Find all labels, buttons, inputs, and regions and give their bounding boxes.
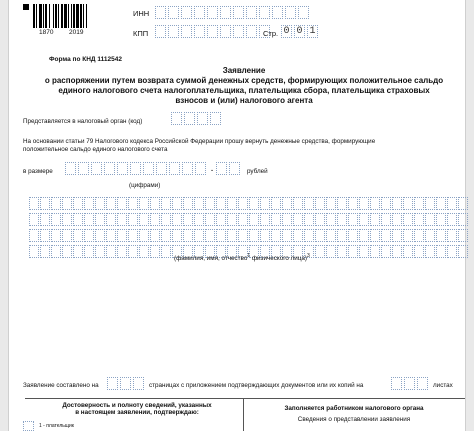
page-number-field	[281, 25, 318, 38]
cell	[271, 197, 281, 210]
footnote-1: 1	[247, 253, 251, 259]
tax-authority-code-field[interactable]	[171, 112, 221, 125]
cell	[130, 162, 141, 175]
cell	[436, 213, 446, 226]
cell	[207, 25, 218, 38]
cell	[128, 245, 138, 258]
cell	[403, 229, 413, 242]
cell	[95, 229, 105, 242]
cell	[194, 197, 204, 210]
cell	[293, 229, 303, 242]
cell	[95, 197, 105, 210]
sheets-label: листах	[433, 382, 453, 389]
cell	[359, 213, 369, 226]
cell	[156, 162, 167, 175]
cell	[128, 213, 138, 226]
cell	[370, 213, 380, 226]
cell	[181, 25, 192, 38]
cell	[233, 25, 244, 38]
cell	[183, 213, 193, 226]
cell	[216, 213, 226, 226]
cell	[298, 6, 309, 19]
cell	[143, 162, 154, 175]
cell	[315, 245, 325, 258]
cell	[249, 197, 259, 210]
cell	[425, 197, 435, 210]
page-digit: 0	[294, 25, 305, 38]
confirmation-line: Достоверность и полноту сведений, указанных	[62, 402, 212, 409]
cell	[403, 213, 413, 226]
cell	[216, 197, 226, 210]
cell	[51, 229, 61, 242]
basis-text-line: На основании статьи 79 Налогового кодекса Российской Федерации прошу вернуть денежные средства, формирующие	[23, 138, 376, 145]
cell	[216, 162, 227, 175]
cell	[168, 6, 179, 19]
cell	[304, 197, 314, 210]
pages-label: Заявление составлено на	[23, 382, 99, 389]
page-digit: 0	[281, 25, 292, 38]
cell	[447, 213, 457, 226]
cell	[133, 377, 144, 390]
cell	[414, 213, 424, 226]
cell	[304, 229, 314, 242]
cell	[447, 197, 457, 210]
barcode	[33, 4, 109, 28]
kpp-field[interactable]	[155, 25, 270, 38]
cell	[161, 197, 171, 210]
cell	[128, 229, 138, 242]
cell	[216, 229, 226, 242]
cell	[95, 213, 105, 226]
cell	[104, 162, 115, 175]
cell	[271, 229, 281, 242]
cell	[391, 377, 402, 390]
cell	[51, 213, 61, 226]
cell	[326, 229, 336, 242]
cell	[161, 213, 171, 226]
cell	[194, 25, 205, 38]
cell	[282, 197, 292, 210]
cell	[436, 229, 446, 242]
cell	[326, 245, 336, 258]
cell	[337, 245, 347, 258]
cell	[326, 213, 336, 226]
cell	[293, 197, 303, 210]
cell	[183, 197, 193, 210]
cell	[62, 229, 72, 242]
cell	[238, 213, 248, 226]
cell	[282, 213, 292, 226]
cell	[73, 245, 83, 258]
fio-row	[29, 229, 468, 242]
amount-decimal-point: .	[211, 164, 214, 173]
payer-type-field[interactable]	[23, 421, 34, 431]
cell	[271, 213, 281, 226]
title-line: взносов и (или) налогового агента	[175, 96, 313, 105]
cell	[348, 197, 358, 210]
cell	[181, 6, 192, 19]
cell	[304, 213, 314, 226]
cell	[195, 162, 206, 175]
cell	[220, 25, 231, 38]
cell	[205, 197, 215, 210]
cell	[182, 162, 193, 175]
cell	[403, 197, 413, 210]
cell	[84, 213, 94, 226]
kpp-label: КПП	[133, 29, 149, 38]
confirmation-heading	[37, 402, 237, 416]
title-line: Заявление	[222, 66, 266, 75]
cell	[229, 162, 240, 175]
cell	[194, 229, 204, 242]
cell	[337, 213, 347, 226]
cell	[447, 229, 457, 242]
cell	[117, 162, 128, 175]
cell	[128, 197, 138, 210]
cell	[172, 229, 182, 242]
document-title	[29, 66, 459, 106]
cell	[403, 245, 413, 258]
cell	[425, 213, 435, 226]
cell	[210, 112, 221, 125]
cell	[315, 213, 325, 226]
cell	[73, 229, 83, 242]
fio-row	[29, 213, 468, 226]
cell	[29, 197, 39, 210]
cell	[260, 197, 270, 210]
cell	[169, 162, 180, 175]
cell	[106, 213, 116, 226]
submission-info-label: Сведения о представлении заявления	[297, 416, 411, 423]
cell	[414, 229, 424, 242]
cell	[381, 197, 391, 210]
cell	[23, 421, 34, 431]
fio-hint-text: (фамилия, имя, отчество	[174, 255, 248, 263]
cell	[95, 245, 105, 258]
cell	[155, 25, 166, 38]
cell	[205, 229, 215, 242]
cell	[207, 6, 218, 19]
cell	[359, 229, 369, 242]
window-left-border	[0, 0, 9, 431]
document-page	[9, 0, 465, 431]
cell	[425, 229, 435, 242]
cell	[370, 229, 380, 242]
cell	[381, 245, 391, 258]
cell	[425, 245, 435, 258]
tax-officer-heading: Заполняется работником налогового органа	[284, 405, 424, 412]
cell	[51, 245, 61, 258]
cell	[326, 197, 336, 210]
cell	[150, 245, 160, 258]
cell	[392, 229, 402, 242]
cell	[370, 245, 380, 258]
cell	[117, 245, 127, 258]
cell	[65, 162, 76, 175]
cell	[447, 245, 457, 258]
cell	[172, 213, 182, 226]
cell	[107, 377, 118, 390]
cell	[62, 245, 72, 258]
cell	[171, 112, 182, 125]
cell	[139, 213, 149, 226]
cell	[120, 377, 131, 390]
cell	[117, 197, 127, 210]
fio-hint	[174, 253, 310, 262]
cell	[150, 229, 160, 242]
cell	[246, 6, 257, 19]
title-line: о распоряжении путем возврата суммой денежных средств, формирующих положительное сальдо	[44, 76, 444, 85]
fio-row	[29, 197, 468, 210]
cell	[194, 213, 204, 226]
cell	[106, 229, 116, 242]
amount-label: в размере	[23, 168, 53, 175]
footnote-3: 3	[307, 253, 310, 259]
cell	[117, 229, 127, 242]
currency-label: рублей	[247, 168, 268, 175]
amount-hint: (цифрами)	[129, 182, 161, 189]
cell	[161, 245, 171, 258]
fio-hint-text-2: физического лица)	[251, 255, 308, 263]
cell	[293, 213, 303, 226]
cell	[404, 377, 415, 390]
sheets-count-field[interactable]	[391, 377, 428, 390]
section-divider-vertical	[243, 398, 244, 431]
cell	[139, 197, 149, 210]
cell	[337, 229, 347, 242]
cell	[84, 197, 94, 210]
cell	[29, 213, 39, 226]
confirmation-line: в настоящем заявлении, подтверждаю:	[75, 409, 199, 416]
payer-type-option: 1 - плательщик	[39, 423, 74, 429]
cell	[458, 229, 468, 242]
cell	[458, 245, 468, 258]
cell	[227, 229, 237, 242]
cell	[227, 213, 237, 226]
cell	[436, 245, 446, 258]
amount-rubles-field[interactable]	[65, 162, 206, 175]
cell	[161, 229, 171, 242]
cell	[78, 162, 89, 175]
cell	[370, 197, 380, 210]
cell	[155, 6, 166, 19]
cell	[40, 245, 50, 258]
cell	[381, 213, 391, 226]
cell	[285, 6, 296, 19]
cell	[392, 197, 402, 210]
cell	[84, 245, 94, 258]
cell	[106, 245, 116, 258]
cell	[414, 245, 424, 258]
cell	[414, 197, 424, 210]
cell	[62, 197, 72, 210]
cell	[73, 197, 83, 210]
cell	[246, 25, 257, 38]
cell	[73, 213, 83, 226]
form-code: Форма по КНД 1112542	[49, 56, 122, 63]
cell	[40, 197, 50, 210]
cell	[249, 213, 259, 226]
title-line: единого налогового счета налогоплательщика, плательщика сбора, плательщика страховых	[58, 86, 430, 95]
cell	[29, 245, 39, 258]
basis-text-line: положительное сальдо единого налогового счета	[23, 146, 168, 153]
cell	[220, 6, 231, 19]
cell	[337, 197, 347, 210]
inn-label: ИНН	[133, 9, 150, 18]
cell	[359, 197, 369, 210]
cell	[117, 213, 127, 226]
cell	[62, 213, 72, 226]
cell	[172, 197, 182, 210]
cell	[150, 197, 160, 210]
section-divider	[25, 398, 465, 399]
cell	[272, 6, 283, 19]
cell	[315, 197, 325, 210]
corner-marker	[23, 4, 29, 10]
tax-authority-label: Представляется в налоговый орган (код)	[23, 118, 143, 125]
inn-field[interactable]	[155, 6, 309, 19]
cell	[194, 6, 205, 19]
cell	[150, 213, 160, 226]
page-digit: 1	[307, 25, 318, 38]
attachments-label: страницах с приложением подтверждающих документов или их копий на	[149, 382, 364, 389]
cell	[436, 197, 446, 210]
cell	[84, 229, 94, 242]
cell	[40, 229, 50, 242]
cell	[197, 112, 208, 125]
cell	[249, 229, 259, 242]
cell	[392, 213, 402, 226]
cell	[238, 197, 248, 210]
cell	[51, 197, 61, 210]
cell	[139, 245, 149, 258]
barcode-bar	[87, 4, 88, 28]
barcode-number-left: 1870	[39, 29, 54, 36]
cell	[40, 213, 50, 226]
cell	[227, 197, 237, 210]
cell	[183, 229, 193, 242]
page-label: Стр.	[263, 29, 279, 38]
fio-field[interactable]	[29, 197, 468, 261]
cell	[184, 112, 195, 125]
cell	[315, 229, 325, 242]
cell	[260, 229, 270, 242]
cell	[381, 229, 391, 242]
cell	[29, 229, 39, 242]
cell	[348, 229, 358, 242]
cell	[348, 245, 358, 258]
cell	[205, 213, 215, 226]
cell	[106, 197, 116, 210]
cell	[359, 245, 369, 258]
pages-count-field[interactable]	[107, 377, 144, 390]
cell	[233, 6, 244, 19]
barcode-number-right: 2019	[69, 29, 84, 36]
cell	[458, 197, 468, 210]
cell	[238, 229, 248, 242]
cell	[282, 229, 292, 242]
cell	[417, 377, 428, 390]
cell	[260, 213, 270, 226]
cell	[168, 25, 179, 38]
cell	[458, 213, 468, 226]
cell	[139, 229, 149, 242]
cell	[348, 213, 358, 226]
amount-kopecks-field[interactable]	[216, 162, 240, 175]
cell	[259, 6, 270, 19]
cell	[91, 162, 102, 175]
cell	[392, 245, 402, 258]
